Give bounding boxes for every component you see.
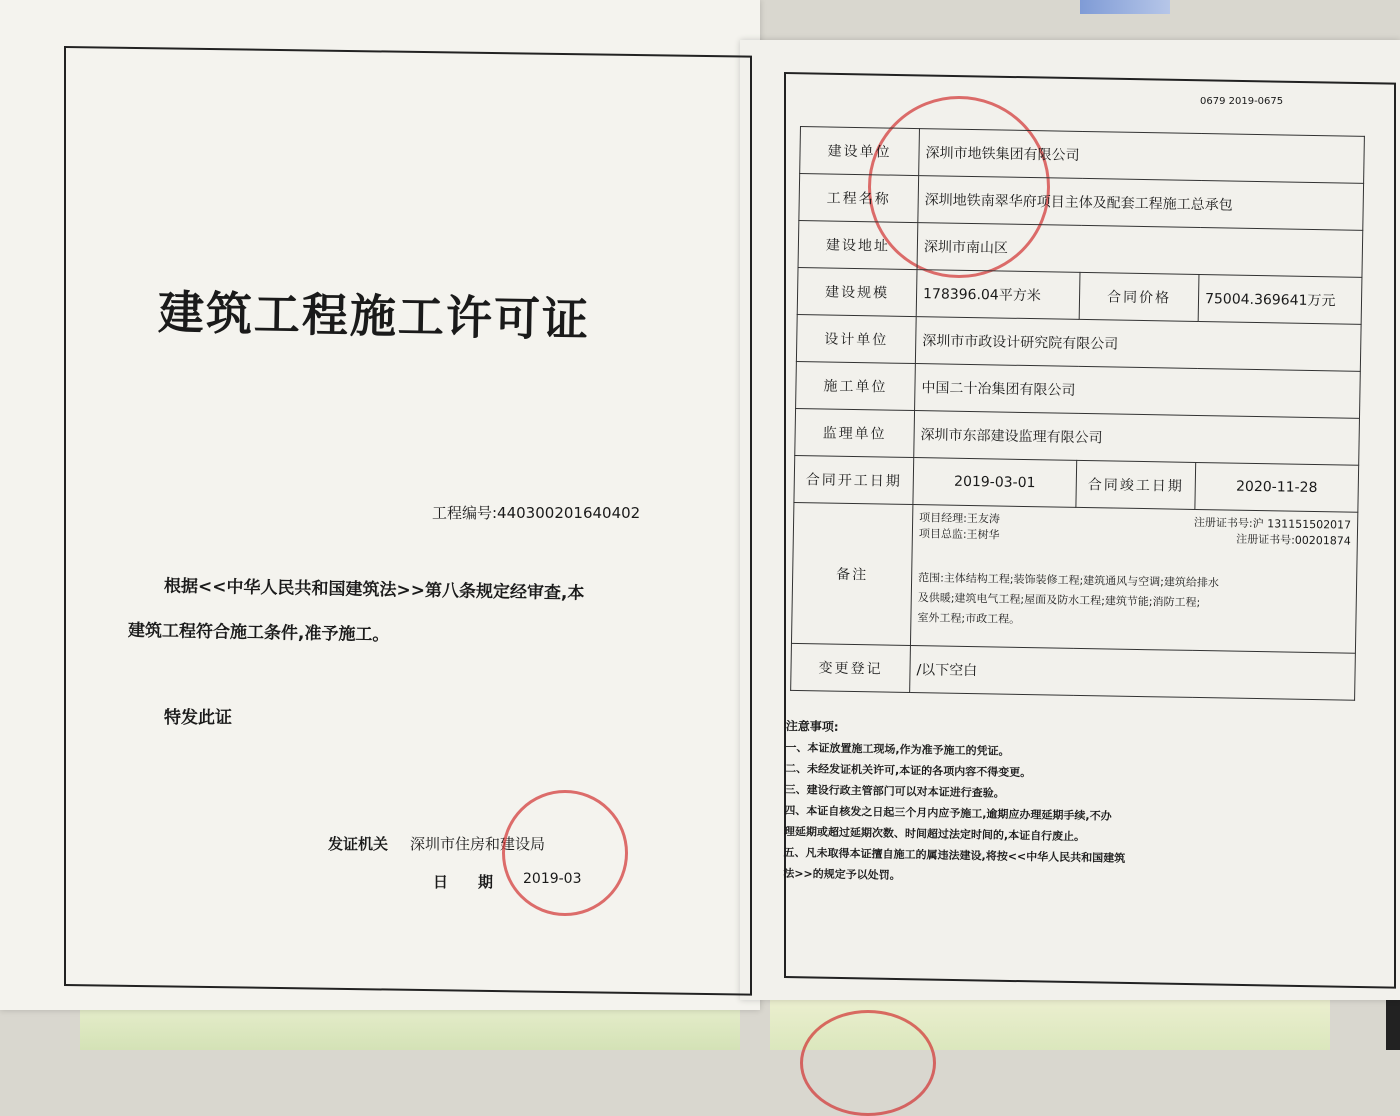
row-value: 深圳市市政设计研究院有限公司 [915,317,1361,372]
remark-label: 备注 [791,502,912,645]
notes-title: 注意事项: [785,718,839,734]
row-label: 建设地址 [798,220,918,269]
row-label: 监理单位 [795,408,915,457]
project-supervisor: 项目总监:王树华 [918,527,1000,542]
project-manager-cert: 注册证书号:沪 131151502017 [1193,515,1352,532]
scope-line-2: 及供暖;建筑电气工程;屋面及防水工程;建筑节能;消防工程; [917,591,1201,610]
left-page-frame [64,46,752,996]
start-date-value: 2019-03-01 [913,458,1077,508]
row-value: 深圳市东部建设监理有限公司 [914,411,1360,466]
row-value: 深圳地铁南翠华府项目主体及配套工程施工总承包 [918,176,1364,231]
date-label: 日期 [433,873,524,891]
row-value: 中国二十冶集团有限公司 [915,364,1361,419]
end-date-value: 2020-11-28 [1195,462,1359,512]
table-row [791,643,1356,700]
end-date-label: 合同竣工日期 [1076,460,1196,509]
remark-content [910,505,1357,654]
note-item: 三、建设行政主管部门可以对本证进行查验。 [784,782,1005,800]
row-value: 深圳市地铁集团有限公司 [919,129,1365,184]
row-label: 建设单位 [800,127,920,176]
issue-date: 2019-03 [523,871,582,887]
project-manager: 项目经理:王友涛 [919,511,1001,526]
row-label: 施工单位 [796,361,916,410]
note-item: 一、本证放置施工现场,作为准予施工的凭证。 [785,740,1010,758]
project-number: 工程编号:440300201640402 [432,504,641,522]
issuer-label: 发证机关 [328,835,389,853]
special-issue-text: 特发此证 [164,708,232,728]
project-supervisor-cert: 注册证书号:00201874 [1236,532,1351,548]
official-seal-icon [502,790,628,916]
row-label: 设计单位 [796,314,916,363]
note-item: 二、未经发证机关许可,本证的各项内容不得变更。 [784,761,1032,780]
scope-line-1: 范围:主体结构工程;装饰装修工程;建筑通风与空调;建筑给排水 [918,571,1220,590]
background-document-edge [1080,0,1170,14]
company-seal-icon [800,1010,936,1116]
change-label: 变更登记 [791,643,911,692]
price-value: 75004.369641万元 [1198,274,1362,324]
permit-info-table [790,126,1365,701]
change-value: /以下空白 [910,646,1356,701]
scale-value: 178396.04平方米 [916,270,1080,320]
note-item: 四、本证自核发之日起三个月内应予施工,逾期应办理延期手续,不办 [784,803,1112,823]
certificate-number: 0679 2019-0675 [1200,96,1284,107]
scope-line-3: 室外工程;市政工程。 [917,611,1021,626]
note-item: 理延期或超过延期次数、时间超过法定时间的,本证自行废止。 [783,824,1086,844]
start-date-label: 合同开工日期 [794,455,914,504]
row-value: 深圳市南山区 [917,223,1363,278]
table-row [791,502,1357,653]
notes-section [783,716,1206,891]
issuer-name: 深圳市住房和建设局 [410,835,546,853]
certificate-body-line-1: 根据<<中华人民共和国建筑法>>第八条规定经审查,本 [163,576,585,604]
row-label: 工程名称 [799,174,919,223]
certificate-title: 建筑工程施工许可证 [157,285,591,347]
certificate-body-line-2: 建筑工程符合施工条件,准予施工。 [127,620,390,646]
note-item: 五、凡未取得本证擅自施工的属违法建设,将按<<中华人民共和国建筑 [783,845,1126,865]
note-item: 法>>的规定予以处罚。 [783,866,901,883]
price-label: 合同价格 [1079,272,1199,321]
scale-label: 建设规模 [797,267,917,316]
